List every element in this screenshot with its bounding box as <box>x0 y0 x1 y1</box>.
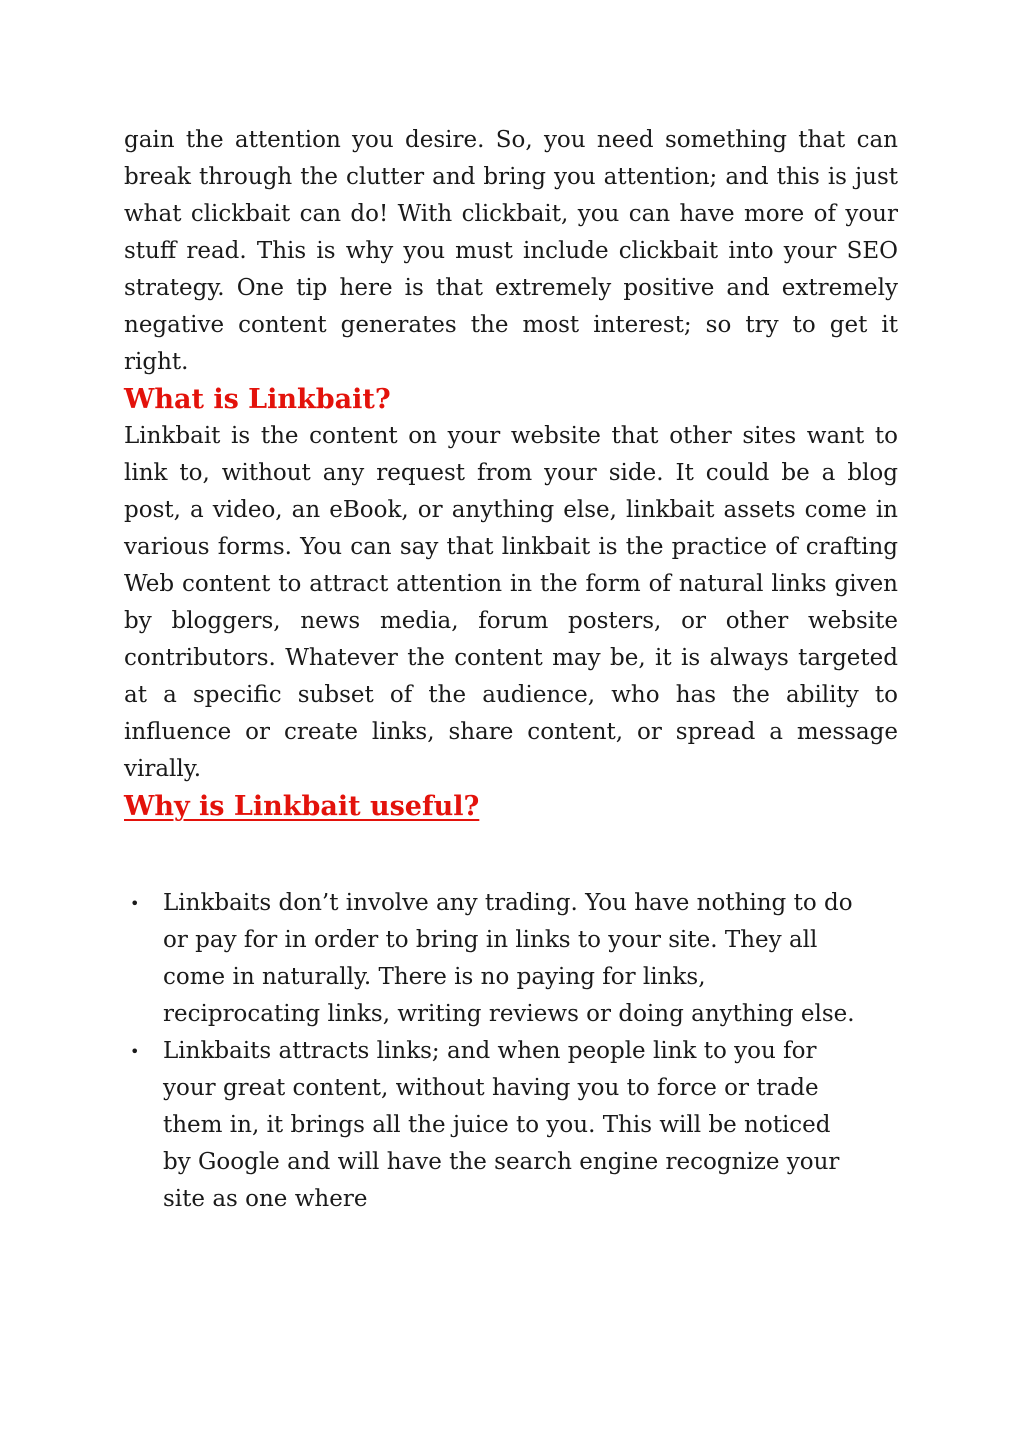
bullet-icon: • <box>130 1042 140 1061</box>
list-item <box>124 1033 864 1218</box>
heading-what-is-linkbait: What is Linkbait? <box>124 384 391 415</box>
list-item-text: Linkbaits attracts links; and when people link to you for your great content, without having you to force or trade them in, it brings all the juice to you. This will be noticed by Google and will have the search engine recognize your site as one where <box>163 1038 840 1212</box>
list-item <box>124 885 864 1033</box>
heading-why-linkbait-useful: Why is Linkbait useful? <box>124 791 480 822</box>
list-item-text: Linkbaits don’t involve any trading. You have nothing to do or pay for in order to bring in links to your site. They all come in naturally. There is no paying for links, reciprocating links, writing reviews or doing anything else. <box>163 890 855 1027</box>
intro-paragraph: gain the attention you desire. So, you need something that can break through the clutter and bring you attention; and this is just what clickbait can do! With clickbait, you can have more of your stuff read. This is why you must include clickbait into your SEO strategy. One tip here is that extremely positive and extremely negative content generates the most interest; so try to get it right. <box>124 127 898 375</box>
benefits-list <box>124 885 864 1218</box>
document-page <box>124 122 898 1218</box>
linkbait-definition-paragraph: Linkbait is the content on your website that other sites want to link to, without any request from your side. It could be a blog post, a video, an eBook, or anything else, linkbait assets come in various forms. You can say that linkbait is the practice of crafting Web content to attract attention in the form of natural links given by bloggers, news media, forum posters, or other website contributors. Whatever the content may be, it is always targeted at a specific subset of the audience, who has the ability to influence or create links, share content, or spread a message virally. <box>124 423 898 782</box>
bullet-icon: • <box>130 894 140 913</box>
